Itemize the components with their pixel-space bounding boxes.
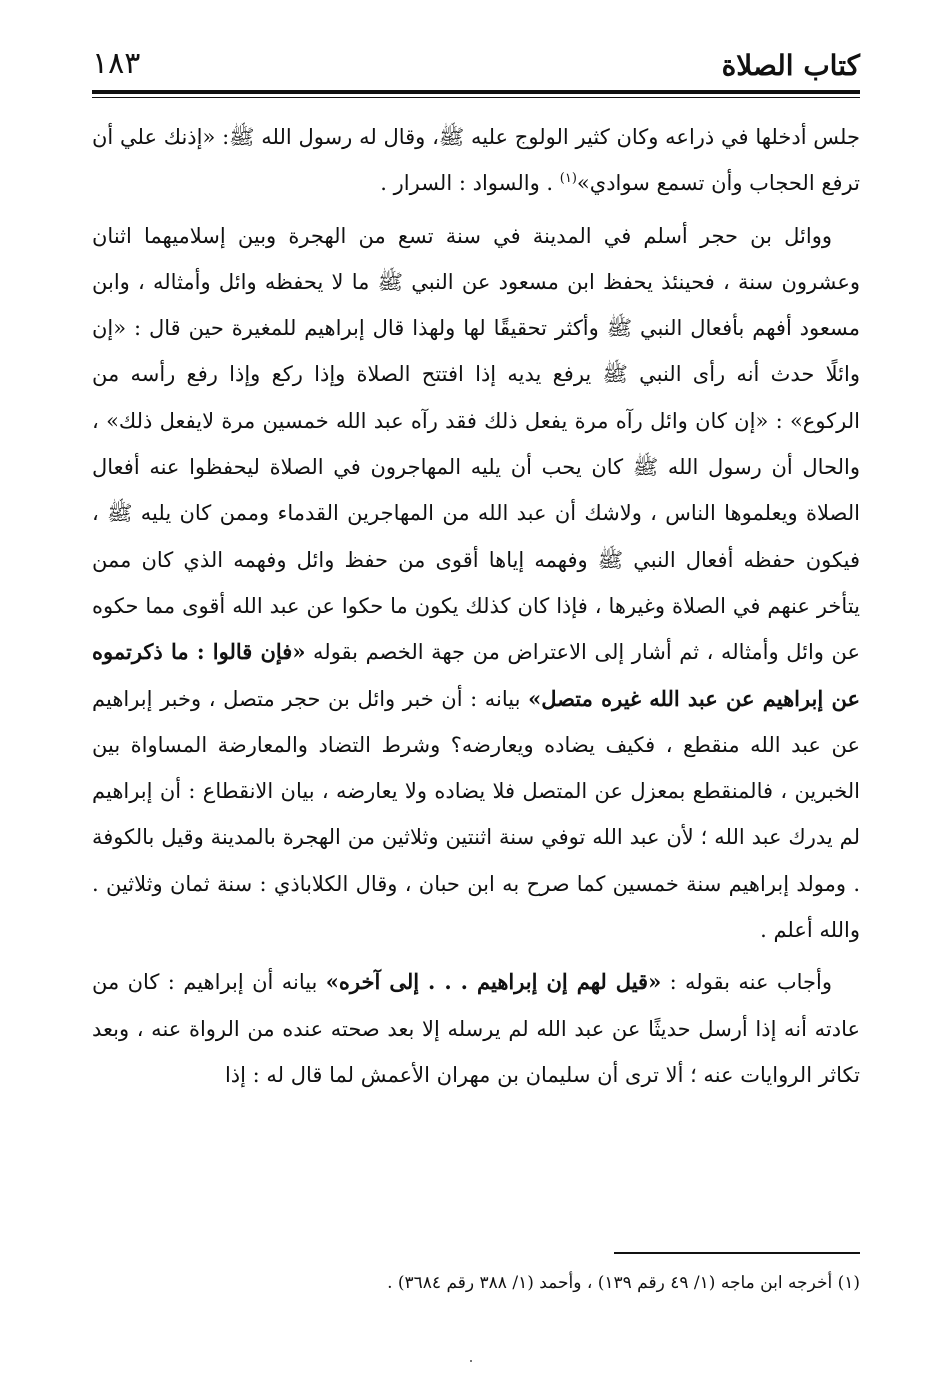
paragraph-2-quote: «فإن قالوا : ما ذكرتموه عن إبراهيم عن عبد الله غيره متصل» — [92, 639, 860, 711]
paragraph-1-tail: . والسواد : السرار . — [380, 171, 554, 196]
footnote: (١) أخرجه ابن ماجه (١/ ٤٩ رقم ١٣٩) ، وأحمد (١/ ٣٨٨ رقم ٣٦٨٤) . — [387, 1273, 860, 1293]
paragraph-2 — [92, 213, 860, 954]
paragraph-3 — [92, 959, 860, 1098]
header-rule-thick — [92, 90, 860, 94]
paragraph-3-lead: وأجاب عنه بقوله : — [669, 970, 832, 995]
paragraph-2-continuation: بيانه : أن خبر وائل بن حجر متصل ، وخبر إبراهيم عن عبد الله منقطع ، فكيف يضاده ويعارضه؟ وشرط التضاد والمعارضة المساواة بين الخبرين ، فالمنقطع بمعزل عن المتصل فلا يضاده ولا يعارضه ، بيان الانقطاع : أن إبراهيم لم يدرك عبد الله ؛ لأن عبد الله توفي سنة اثنتين وثلاثين من الهجرة بالمدينة وقيل بالكوفة . ومولد إبراهيم سنة خمسين كما صرح به ابن حبان ، وقال الكلاباذي : سنة ثمان وثلاثين . والله أعلم . — [92, 686, 860, 943]
page-number: ١٨٣ — [92, 46, 141, 81]
page-header — [92, 42, 860, 86]
paragraph-1-text: جلس أدخلها في ذراعه وكان كثير الولوج عليه ﷺ، وقال له رسول الله ﷺ: «إذنك علي أن ترفع الحجاب وأن تسمع سوادي» — [92, 125, 860, 196]
body-text — [92, 114, 860, 1098]
book-title: كتاب الصلاة — [721, 49, 860, 82]
header-rule-thin — [92, 97, 860, 98]
footnote-reference: (١) — [559, 171, 577, 187]
paragraph-3-text: بيانه أن إبراهيم : كان من عادته أنه إذا أرسل حديثًا عن عبد الله لم يرسله إلا بعد صحته عنده من الرواة عنه ، وبعد تكاثر الروايات عنه ؛ ألا ترى أن سليمان بن مهران الأعمش لما قال له : إذا — [92, 970, 860, 1087]
paragraph-2-text: ووائل بن حجر أسلم في المدينة في سنة تسع من الهجرة وبين إسلاميهما اثنان وعشرون سنة ، فحينئذ يحفظ ابن مسعود عن النبي ﷺ ما لا يحفظه وائل وأمثاله ، وابن مسعود أفهم بأفعال النبي ﷺ وأكثر تحقيقًا لها ولهذا قال إبراهيم للمغيرة حين قال : «إن وائلًا حدث أنه رأى النبي ﷺ يرفع يديه إذا افتتح الصلاة وإذا ركع وإذا رفع رأسه من الركوع» : «إن كان وائل رآه مرة يفعل ذلك فقد رآه عبد الله خمسين مرة لايفعل ذلك» ، والحال أن رسول الله ﷺ كان يحب أن يليه المهاجرون في الصلاة ليحفظوا عنه أفعال الصلاة ويعلموها الناس ، ولاشك أن عبد الله من المهاجرين القدماء وممن كان يليه ﷺ ، فيكون حفظه أفعال النبي ﷺ وفهمه إياها أقوى من حفظ وائل وفهمه الذي كان ممن يتأخر عنهم في الصلاة وغيرها ، فإذا كان كذلك يكون ما حكوا عن عبد الله أقوى مما حكوه عن وائل وأمثاله ، ثم أشار إلى الاعتراض من جهة الخصم بقوله — [92, 223, 860, 665]
footnote-separator — [614, 1252, 860, 1254]
paragraph-1 — [92, 114, 860, 207]
page-speck — [470, 1360, 472, 1362]
paragraph-3-quote: «قيل لهم إن إبراهيم . . . إلى آخره» — [325, 969, 662, 995]
